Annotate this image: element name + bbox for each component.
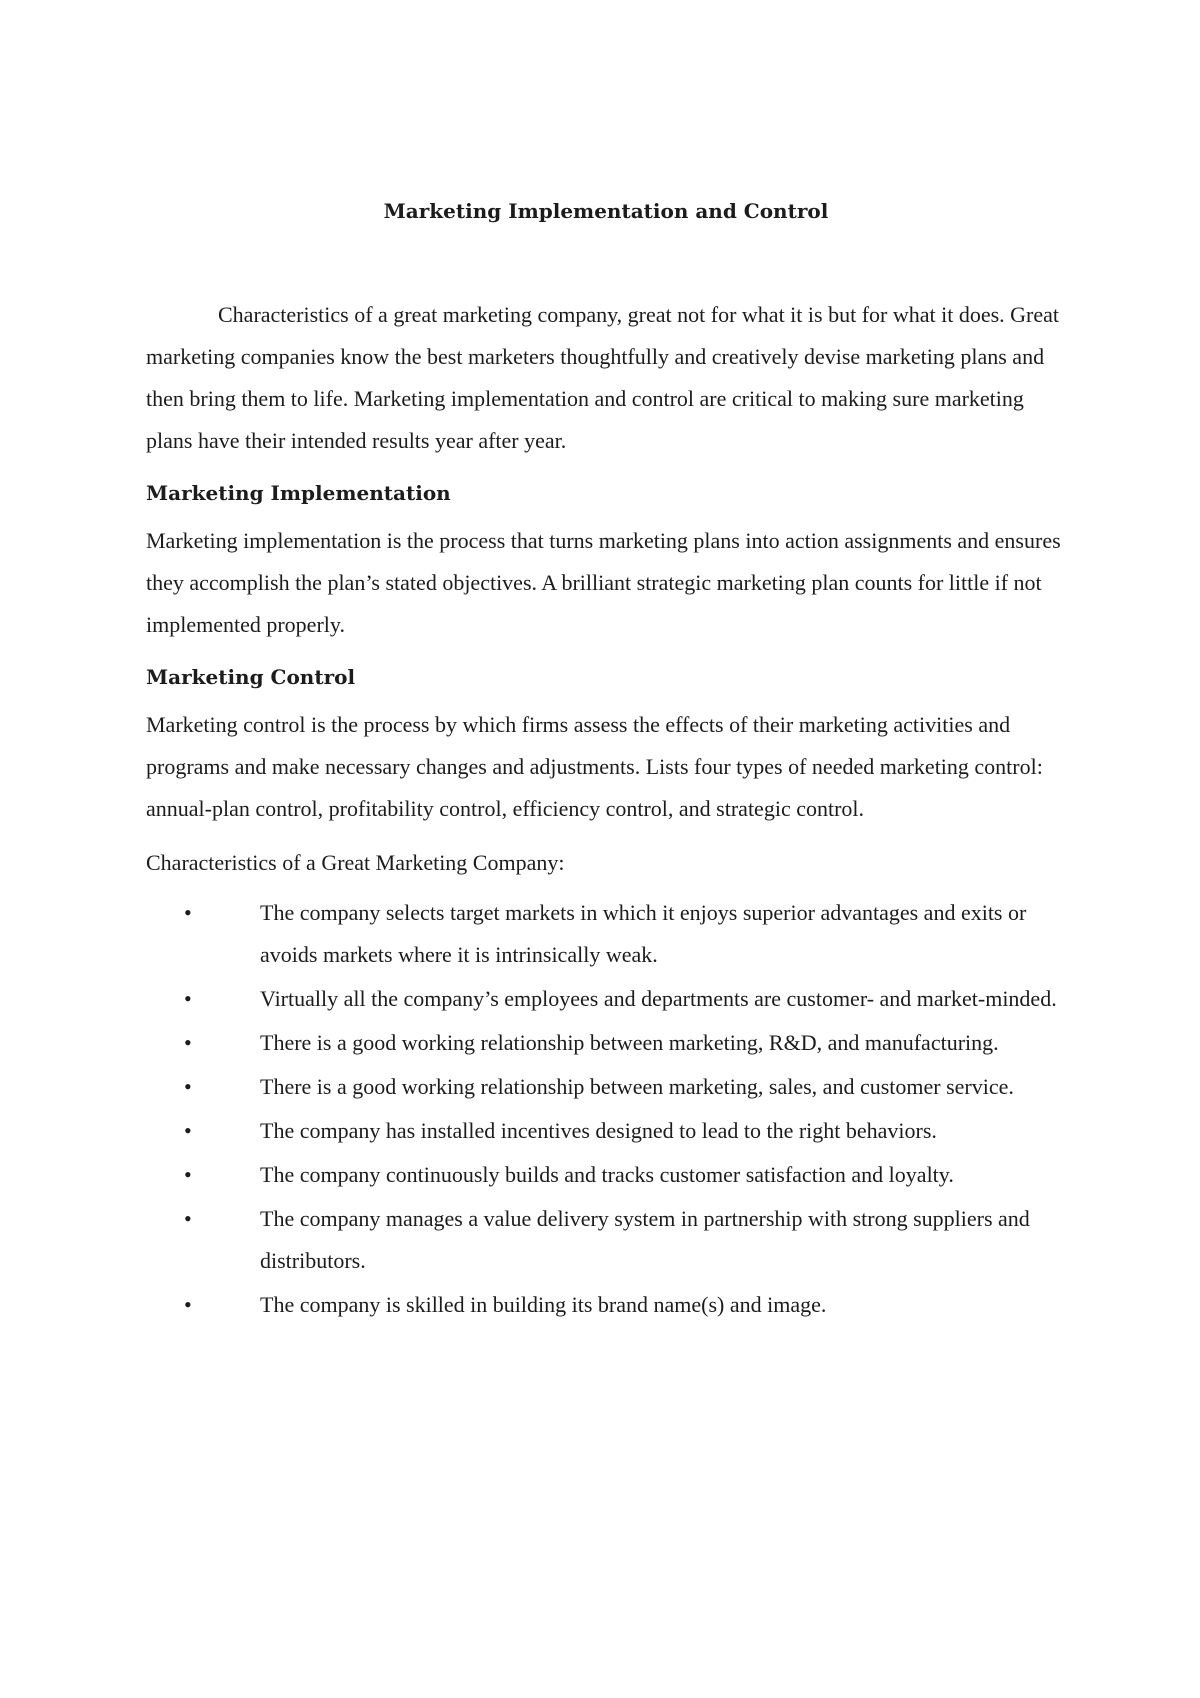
list-lead: Characteristics of a Great Marketing Company: [146,850,565,875]
bullet-icon: • [184,1074,192,1099]
list-item-text: The company selects target markets in which it enjoys superior advantages and exits or avoids markets where it is intrinsically weak. [260,900,1027,967]
list-item [146,1154,1066,1196]
bullet-icon: • [184,900,192,925]
list-item-text: Virtually all the company’s employees and departments are customer- and market-minded. [260,986,1057,1011]
bullet-icon: • [184,1162,192,1187]
list-item-text: The company continuously builds and tracks customer satisfaction and loyalty. [260,1162,954,1187]
characteristics-list [146,892,1066,1326]
list-item-text: There is a good working relationship between marketing, R&D, and manufacturing. [260,1030,999,1055]
section-heading-control: Marketing Control [146,665,356,689]
list-item [146,978,1066,1020]
list-item [146,892,1066,976]
list-item-text: There is a good working relationship between marketing, sales, and customer service. [260,1074,1014,1099]
bullet-icon: • [184,1030,192,1055]
list-item [146,1198,1066,1282]
intro-paragraph: Characteristics of a great marketing company, great not for what it is but for what it does. Great marketing companies know the best marketers thoughtfully and creatively devise marketing plans and then bring them to life. Marketing implementation and control are critical to making sure marketing plans have their intended results year after year. [146,302,1060,453]
bullet-icon: • [184,1292,192,1317]
list-item [146,1066,1066,1108]
list-item-text: The company manages a value delivery system in partnership with strong suppliers and distributors. [260,1206,1030,1273]
list-item [146,1022,1066,1064]
bullet-icon: • [184,1206,192,1231]
list-item [146,1110,1066,1152]
bullet-icon: • [184,986,192,1011]
list-item-text: The company has installed incentives designed to lead to the right behaviors. [260,1118,937,1143]
document-title: Marketing Implementation and Control [383,199,829,223]
section-body-implementation: Marketing implementation is the process that turns marketing plans into action assignments and ensures they accomplish the plan’s stated objectives. A brilliant strategic marketing plan counts for little if not implemented properly. [146,528,1061,637]
list-item-text: The company is skilled in building its brand name(s) and image. [260,1292,827,1317]
section-heading-implementation: Marketing Implementation [146,481,451,505]
document-content [146,196,1066,1328]
section-body-control: Marketing control is the process by which firms assess the effects of their marketing activities and programs and make necessary changes and adjustments. Lists four types of needed marketing control: annual-plan control, profitability control, efficiency control, and strategic control. [146,712,1043,821]
list-item [146,1284,1066,1326]
bullet-icon: • [184,1118,192,1143]
